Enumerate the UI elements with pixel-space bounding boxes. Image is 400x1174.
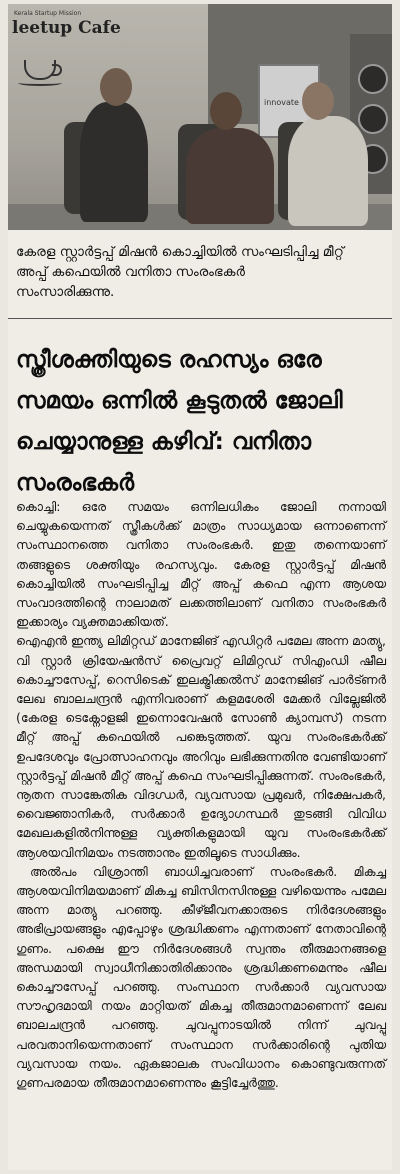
banner-badge-icon [358, 104, 388, 134]
article-headline: സ്ത്രീശക്തിയുടെ രഹസ്യം ഒരേ സമയം ഒന്നിൽ കൂടുതൽ ജോലി ചെയ്യാനുള്ള കഴിവ്: വനിതാ സംരംഭകർ [16, 347, 343, 496]
speaker-middle [186, 128, 274, 224]
caption-divider [8, 318, 392, 319]
photo-caption: കേരള സ്റ്റാർട്ടപ്പ് മിഷൻ കൊച്ചിയിൽ സംഘടിപ്പിച്ച മീറ്റ് അപ്പ് കഫെയിൽ വനിതാ സംരംഭകർ സംസാരിക്കുന്നു. [16, 244, 344, 300]
article-paragraph: ഐഎൻ ഇന്ത്യ ലിമിറ്റഡ് മാനേജിങ് എഡിറ്റർ പമേല അന്ന മാത്യു, വി സ്റ്റാർ ക്രിയേഷൻസ് പ്രൈവറ്റ് ലിമിറ്റഡ് സിഎംഡി ഷീല കൊച്ചൗസേപ്പ്, റെസിടെക് ഇലക്ട്രിക്കൽസ് മാനേജിങ് പാർട്ണർ ലേഖ ബാലചന്ദ്രൻ എന്നിവരാണ് കളമശേരി മേക്കർ വില്ലേജിൽ (കേരള ടെക്നോളജി ഇന്നൊവേഷൻ സോൺ ക്യാമ്പസ്) നടന്ന മീറ്റ് അപ്പ് കഫെയിൽ പങ്കെടുത്തത്. യുവ സംരംഭകർക്ക് ഉപദേശവും പ്രോത്സാഹനവും അറിവും ലഭിക്കുന്നതിനു വേണ്ടിയാണ് സ്റ്റാർട്ടപ്പ് മിഷൻ മീറ്റ് അപ്പ് കഫെ സംഘടിപ്പിക്കുന്നത്. സംരംഭകർ, നൂതന സാങ്കേതിക വിദഗ്ധർ, വ്യവസായ പ്രമുഖർ, നിക്ഷേപകർ, വൈജ്ഞാനികർ, സർക്കാർ ഉദ്യോഗസ്ഥർ തുടങ്ങി വിവിധ മേഖലകളിൽനിന്നുള്ള വ്യക്തികളുമായി യുവ സംരംഭകർക്ക് ആശയവിനിമയം നടത്താനും ഇതിലൂടെ സാധിക്കും. [16, 633, 386, 860]
banner-badge-icon [358, 64, 388, 94]
speaker-right-head [302, 82, 334, 120]
speaker-left [80, 102, 148, 222]
speaker-right [288, 116, 368, 226]
meetup-logo-title: leetup Cafe [12, 18, 121, 38]
meetup-logo-subtitle: Kerala Startup Mission [14, 10, 82, 17]
event-photo [8, 4, 392, 230]
speaker-middle-head [210, 92, 242, 130]
photo-screen-text: innovate [264, 98, 299, 107]
article-body [16, 497, 386, 1092]
coffee-cup-handle [52, 64, 62, 76]
speaker-left-head [100, 68, 132, 106]
coffee-saucer [18, 80, 62, 86]
newspaper-clipping [8, 4, 392, 1170]
article-paragraph: കൊച്ചി: ഒരേ സമയം ഒന്നിലധികം ജോലി നന്നായി ചെയ്യുകയെന്നത് സ്ത്രീകൾക്ക് മാത്രം സാധ്യമായ ഒന്നാണെന്ന് സംസ്ഥാനത്തെ വനിതാ സംരംഭകർ. ഇതു തന്നെയാണ് തങ്ങളുടെ ശക്തിയും രഹസ്യവും. കേരള സ്റ്റാർട്ടപ്പ് മിഷൻ കൊച്ചിയിൽ സംഘടിപ്പിച്ച മീറ്റ് അപ്പ് കഫെ എന്ന ആശയ സംവാദത്തിന്റെ നാലാമത് ലക്കത്തിലാണ് വനിതാ സംരംഭകർ ഇക്കാര്യം വ്യക്തമാക്കിയത്. [16, 499, 386, 630]
article-paragraph: അൽപം വിശ്രാന്തി ബാധിച്ചവരാണ് സംരംഭകർ. മികച്ച ആശയവിനിമയമാണ് മികച്ച ബിസിനസിനുള്ള വഴിയെന്നും പമേല അന്ന മാത്യു പറഞ്ഞു. കീഴ്ജീവനക്കാരുടെ നിർദേശങ്ങളും അഭിപ്രായങ്ങളും എപ്പോഴും ശ്രദ്ധിക്കണം എന്നതാണ് നേതാവിന്റെ ഗുണം. പക്ഷെ ഈ നിർദേശങ്ങൾ സ്വന്തം തീരുമാനങ്ങളെ അന്ധമായി സ്വാധീനിക്കാതിരിക്കാനും ശ്രദ്ധിക്കണമെന്നും ഷീല കൊച്ചൗസേപ്പ് പറഞ്ഞു. സംസ്ഥാന സർക്കാർ വ്യവസായ സൗഹൃദമായി നയം മാറ്റിയത് മികച്ച തീരുമാനമാണെന്ന് ലേഖ ബാലചന്ദ്രൻ പറഞ്ഞു. ചുവപ്പുനാടയിൽ നിന്ന് ചുവപ്പു പരവതാനിയെന്നതാണ് സംസ്ഥാന സർക്കാരിന്റെ പുതിയ വ്യവസായ നയം. ഏകജാലക സംവിധാനം കൊണ്ടുവരുന്നത് ഗുണപരമായ തീരുമാനമാണെന്നും കൂട്ടിച്ചേർത്തു. [16, 863, 386, 1091]
